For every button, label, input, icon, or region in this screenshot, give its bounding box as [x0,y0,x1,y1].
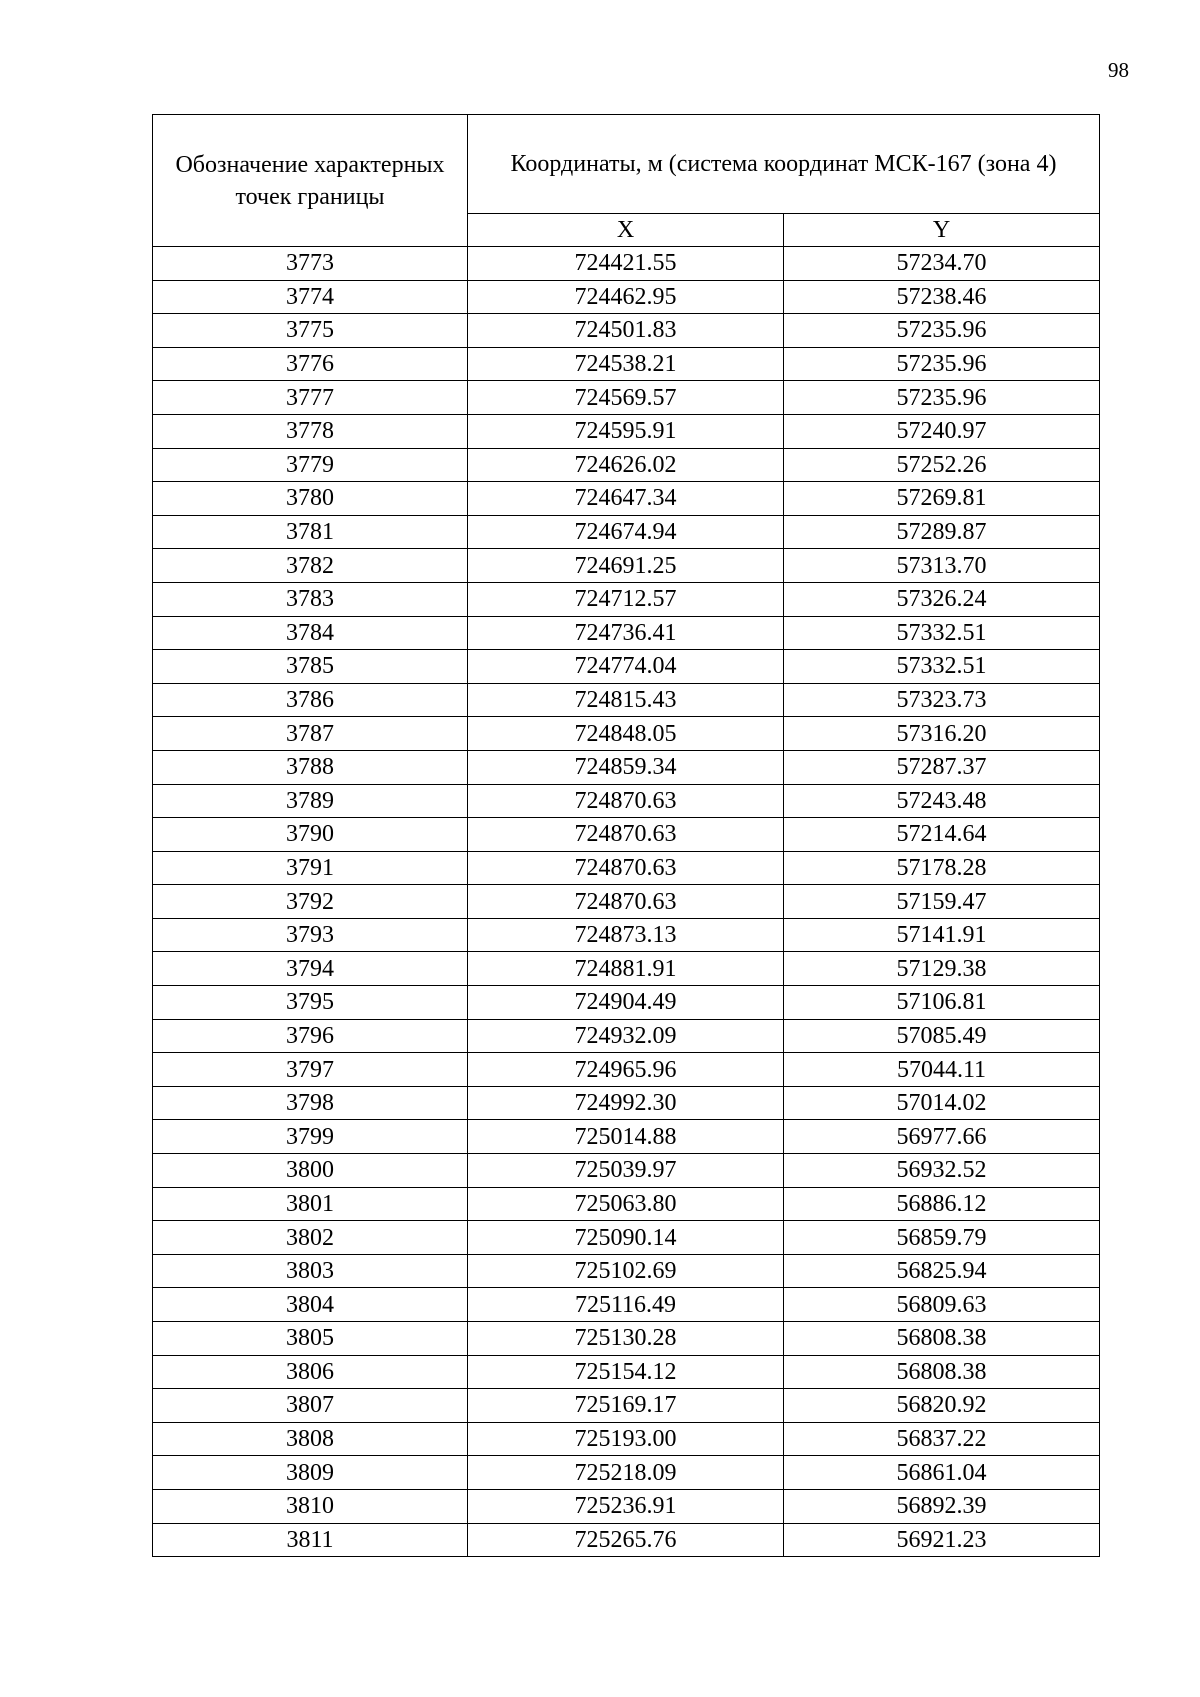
y-cell: 57240.97 [784,414,1100,448]
table-row [153,1489,1100,1523]
point-cell: 3807 [153,1389,468,1423]
y-cell: 56808.38 [784,1322,1100,1356]
table-row [153,1422,1100,1456]
page-number: 98 [1108,58,1129,82]
table-row [153,784,1100,818]
x-cell: 724774.04 [468,650,784,684]
x-cell: 725116.49 [468,1288,784,1322]
x-cell: 724815.43 [468,683,784,717]
point-cell: 3792 [153,885,468,919]
point-cell: 3800 [153,1154,468,1188]
point-cell: 3802 [153,1221,468,1255]
table-row [153,1288,1100,1322]
x-cell: 724881.91 [468,952,784,986]
y-cell: 56977.66 [784,1120,1100,1154]
x-column-header: X [468,214,784,247]
table-row [153,448,1100,482]
x-cell: 725169.17 [468,1389,784,1423]
x-cell: 725039.97 [468,1154,784,1188]
x-cell: 724904.49 [468,986,784,1020]
table-row [153,314,1100,348]
point-cell: 3799 [153,1120,468,1154]
point-cell: 3781 [153,515,468,549]
point-cell: 3806 [153,1355,468,1389]
point-cell: 3790 [153,818,468,852]
x-cell: 725154.12 [468,1355,784,1389]
x-cell: 724965.96 [468,1053,784,1087]
table-row [153,515,1100,549]
y-cell: 57141.91 [784,918,1100,952]
y-cell: 57332.51 [784,650,1100,684]
y-cell: 56886.12 [784,1187,1100,1221]
point-cell: 3785 [153,650,468,684]
y-cell: 57085.49 [784,1019,1100,1053]
x-cell: 725014.88 [468,1120,784,1154]
point-cell: 3798 [153,1086,468,1120]
y-cell: 56859.79 [784,1221,1100,1255]
table-row [153,381,1100,415]
y-cell: 57214.64 [784,818,1100,852]
point-cell: 3789 [153,784,468,818]
x-cell: 724870.63 [468,784,784,818]
x-cell: 724595.91 [468,414,784,448]
x-cell: 724647.34 [468,482,784,516]
y-cell: 57326.24 [784,582,1100,616]
table-row [153,851,1100,885]
point-cell: 3805 [153,1322,468,1356]
coordinates-table [152,114,1100,1557]
y-cell: 57014.02 [784,1086,1100,1120]
x-cell: 724873.13 [468,918,784,952]
point-cell: 3788 [153,750,468,784]
table-row [153,1053,1100,1087]
point-cell: 3804 [153,1288,468,1322]
table-row [153,650,1100,684]
table-row [153,347,1100,381]
table-row [153,1221,1100,1255]
table-row [153,1187,1100,1221]
point-cell: 3810 [153,1489,468,1523]
x-cell: 725090.14 [468,1221,784,1255]
point-cell: 3794 [153,952,468,986]
x-cell: 725063.80 [468,1187,784,1221]
table-row [153,1086,1100,1120]
table-row [153,1120,1100,1154]
point-cell: 3803 [153,1254,468,1288]
point-cell: 3782 [153,549,468,583]
table-row [153,582,1100,616]
y-cell: 57269.81 [784,482,1100,516]
x-cell: 724501.83 [468,314,784,348]
point-cell: 3797 [153,1053,468,1087]
y-cell: 57332.51 [784,616,1100,650]
y-column-header: Y [784,214,1100,247]
x-cell: 725218.09 [468,1456,784,1490]
table-row [153,1355,1100,1389]
x-cell: 724421.55 [468,247,784,281]
y-cell: 56809.63 [784,1288,1100,1322]
y-cell: 57235.96 [784,347,1100,381]
x-cell: 725130.28 [468,1322,784,1356]
x-cell: 725265.76 [468,1523,784,1557]
point-cell: 3775 [153,314,468,348]
y-cell: 57235.96 [784,314,1100,348]
x-cell: 724538.21 [468,347,784,381]
table-body [153,247,1100,1557]
point-cell: 3783 [153,582,468,616]
table-row [153,818,1100,852]
x-cell: 724626.02 [468,448,784,482]
table-row [153,750,1100,784]
y-cell: 56932.52 [784,1154,1100,1188]
table-row [153,616,1100,650]
y-cell: 57238.46 [784,280,1100,314]
point-cell: 3795 [153,986,468,1020]
point-cell: 3796 [153,1019,468,1053]
x-cell: 724712.57 [468,582,784,616]
table-row [153,885,1100,919]
table-row [153,549,1100,583]
point-cell: 3811 [153,1523,468,1557]
x-cell: 724736.41 [468,616,784,650]
y-cell: 57235.96 [784,381,1100,415]
table-row [153,1019,1100,1053]
x-cell: 724870.63 [468,885,784,919]
y-cell: 57129.38 [784,952,1100,986]
y-cell: 57234.70 [784,247,1100,281]
x-cell: 724859.34 [468,750,784,784]
x-cell: 724569.57 [468,381,784,415]
x-cell: 725193.00 [468,1422,784,1456]
x-cell: 725236.91 [468,1489,784,1523]
y-cell: 56837.22 [784,1422,1100,1456]
point-cell: 3809 [153,1456,468,1490]
table-row [153,280,1100,314]
table-row [153,918,1100,952]
y-cell: 56808.38 [784,1355,1100,1389]
table-row [153,482,1100,516]
point-cell: 3779 [153,448,468,482]
point-cell: 3786 [153,683,468,717]
y-cell: 56892.39 [784,1489,1100,1523]
table-row [153,986,1100,1020]
y-cell: 57287.37 [784,750,1100,784]
table-row [153,717,1100,751]
x-cell: 724691.25 [468,549,784,583]
point-cell: 3801 [153,1187,468,1221]
y-cell: 56825.94 [784,1254,1100,1288]
y-cell: 57313.70 [784,549,1100,583]
table-row [153,247,1100,281]
x-cell: 724932.09 [468,1019,784,1053]
point-label-header [153,115,468,247]
point-cell: 3793 [153,918,468,952]
y-cell: 57178.28 [784,851,1100,885]
point-cell: 3778 [153,414,468,448]
table-row [153,1322,1100,1356]
point-cell: 3774 [153,280,468,314]
x-cell: 725102.69 [468,1254,784,1288]
table-row [153,1389,1100,1423]
table-row [153,1456,1100,1490]
point-label-text: Обозначение характерных точек границы [175,151,445,210]
x-cell: 724870.63 [468,851,784,885]
x-cell: 724462.95 [468,280,784,314]
y-cell: 56820.92 [784,1389,1100,1423]
point-cell: 3780 [153,482,468,516]
table-row [153,952,1100,986]
x-cell: 724674.94 [468,515,784,549]
y-cell: 57289.87 [784,515,1100,549]
y-cell: 57106.81 [784,986,1100,1020]
y-cell: 57316.20 [784,717,1100,751]
y-cell: 57243.48 [784,784,1100,818]
point-cell: 3776 [153,347,468,381]
y-cell: 57252.26 [784,448,1100,482]
point-cell: 3773 [153,247,468,281]
y-cell: 57323.73 [784,683,1100,717]
table-header [153,115,1100,247]
x-cell: 724848.05 [468,717,784,751]
coords-label-text: Координаты, м (система координат МСК-167 (зона 4) [510,151,1057,177]
y-cell: 57044.11 [784,1053,1100,1087]
y-cell: 57159.47 [784,885,1100,919]
x-cell: 724992.30 [468,1086,784,1120]
point-cell: 3791 [153,851,468,885]
point-cell: 3777 [153,381,468,415]
point-cell: 3787 [153,717,468,751]
point-cell: 3784 [153,616,468,650]
table-row [153,683,1100,717]
table-row [153,1254,1100,1288]
table-row [153,1523,1100,1557]
table-row [153,1154,1100,1188]
y-cell: 56861.04 [784,1456,1100,1490]
coords-label-header [468,115,1100,214]
x-cell: 724870.63 [468,818,784,852]
table-row [153,414,1100,448]
y-cell: 56921.23 [784,1523,1100,1557]
point-cell: 3808 [153,1422,468,1456]
